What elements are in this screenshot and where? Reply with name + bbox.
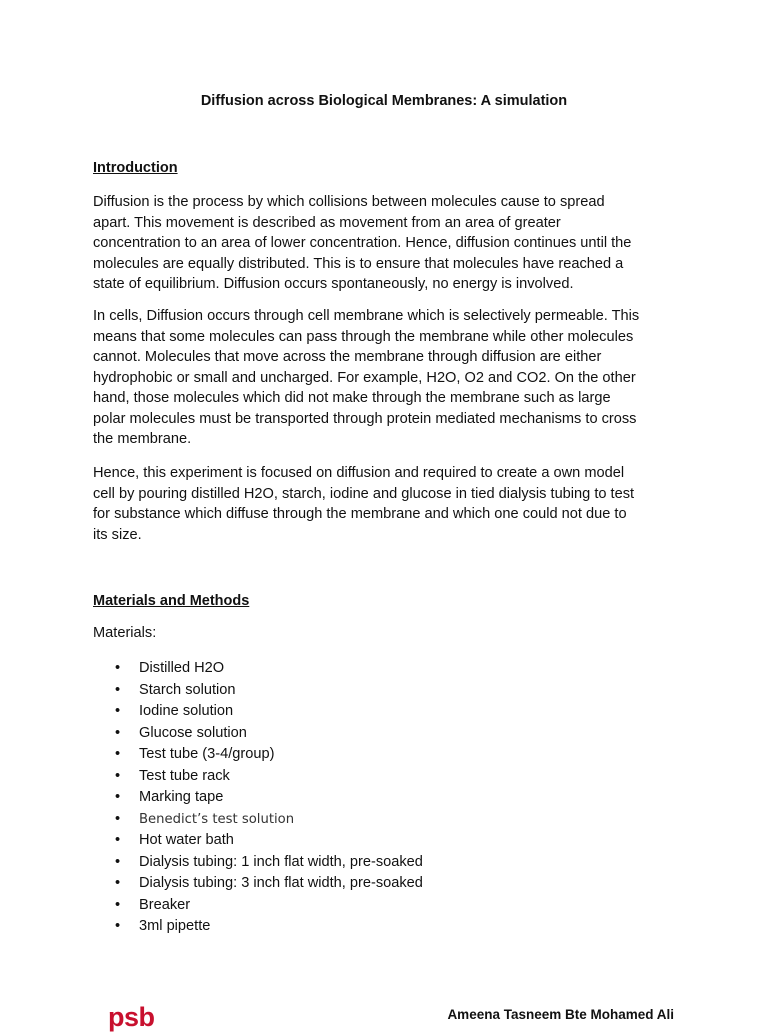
bullet-icon: • [115,789,121,805]
list-item-text: Glucose solution [139,724,247,741]
text-line: state of equilibrium. Diffusion occurs spontaneously, no energy is involved. [93,276,574,292]
text-line: apart. This movement is described as movement from an area of greater [93,214,561,231]
intro-paragraph-1 [93,192,683,295]
introduction-heading: Introduction [93,160,178,176]
author-name: Ameena Tasneem Bte Mohamed Ali [447,1007,674,1022]
list-item [93,723,423,745]
list-item [93,701,423,723]
text-line: Diffusion is the process by which collisions between molecules cause to spread [93,194,605,210]
text-line: concentration to an area of lower concentration. Hence, diffusion continues until the [93,235,632,251]
bullet-icon: • [115,703,121,719]
list-item-text: Starch solution [139,681,236,698]
bullet-icon: • [115,724,121,741]
list-item-text: Hot water bath [139,832,234,848]
text-line: cell by pouring distilled H2O, starch, iodine and glucose in tied dialysis tubing to test [93,485,635,502]
bullet-icon: • [115,767,121,784]
list-item [93,852,423,874]
list-item [93,916,423,938]
list-item-text: Dialysis tubing: 1 inch flat width, pre-soaked [139,853,423,870]
text-line: its size. [93,526,142,543]
materials-list [93,658,423,938]
bullet-icon: • [115,875,121,891]
text-line: hydrophobic or small and uncharged. For example, H2O, O2 and CO2. On the other [93,369,636,386]
document-title: Diffusion across Biological Membranes: A simulation [200,93,568,109]
list-item [93,766,423,788]
list-item [93,809,423,831]
bullet-icon: • [115,746,121,762]
materials-methods-heading: Materials and Methods [93,593,250,609]
intro-paragraph-2 [93,306,683,450]
text-line: means that some molecules can pass through the membrane while other molecules [93,328,634,345]
bullet-icon: • [115,832,121,848]
materials-label: Materials: [93,625,157,641]
text-line: In cells, Diffusion occurs through cell membrane which is selectively permeable. This [93,308,640,324]
bullet-icon: • [115,853,121,870]
list-item-text: Marking tape [139,789,224,805]
bullet-icon: • [115,681,121,698]
list-item-text: Test tube (3-4/group) [139,746,275,762]
bullet-icon: • [115,810,121,827]
list-item [93,744,423,766]
psb-logo: psb [108,1002,155,1032]
text-line: polar molecules must be transported through protein mediated mechanisms to cross [93,410,637,427]
list-item [93,873,423,895]
text-line: Hence, this experiment is focused on diffusion and required to create a own model [93,465,625,481]
list-item-text: Iodine solution [139,703,234,719]
text-line: cannot. Molecules that move across the membrane through diffusion are either [93,349,602,365]
list-item-text: 3ml pipette [139,918,211,934]
list-item-text: Test tube rack [139,767,230,784]
list-item [93,830,423,852]
text-line: for substance which diffuse through the membrane and which one could not due to [93,506,627,522]
list-item [93,787,423,809]
text-line: the membrane. [93,431,192,447]
intro-paragraph-3 [93,463,683,545]
text-line: molecules are equally distributed. This is to ensure that molecules have reached a [93,255,624,272]
list-item-text: Breaker [139,896,191,913]
bullet-icon: • [115,660,121,676]
list-item-text: Benedict’s test solution [139,811,295,827]
list-item-text: Distilled H2O [139,660,225,676]
bullet-icon: • [115,896,121,913]
bullet-icon: • [115,918,121,934]
list-item [93,658,423,680]
list-item [93,895,423,917]
list-item-text: Dialysis tubing: 3 inch flat width, pre-soaked [139,875,423,891]
text-line: hand, those molecules which did not make through the membrane such as large [93,390,611,406]
list-item [93,680,423,702]
